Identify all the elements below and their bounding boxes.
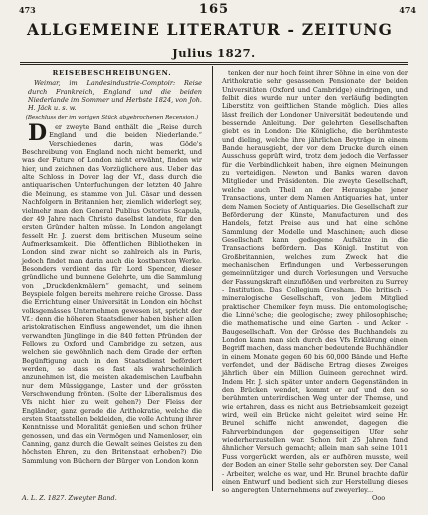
column-divider: [212, 66, 213, 491]
page-number-right: 474: [399, 5, 416, 15]
catchword: Ooo: [372, 494, 386, 502]
left-body-text: er zweyte Band enthält die „Reise durch England und die beiden Niederlande.“ Verschiedenes darin, was Göde's Beschreibung von England noch nicht bemerkt, und was der Future of London nicht erwähnt, finden wir hier, und zeichnen das Vorzüglichere aus. Ueber das alte Schloss in Dover lag der Vf., dass durch die antiquarischen Unterfuchungen der letzten 40 Jahre die Meinung, es stamme von Jul. Cäsar und dessen Nachfolgern in Britannien her, ziemlich widerlegt sey, vielmehr man den General Publius Ostorius Scapula, der 49 Jahre nach Christo daselbst landete, für den ersten Gründer halten müsse. In London angelangt fesselt Hr. J. zuerst dem britischen Museum seine Aufmerksamkeit. Die öffentlichen Bibliotheken in London sind zwar nicht so zahlreich als in Paris, jedoch findet man darin auch die kostbarsten Werke. Besonders verdient das für Lord Spencer, dieser gründliche und bunnene Gelehrte, um die Sammlung von „Druckdenkmälern“ gemacht, und seinem Beyspiele folgen bereits mehrere reiche Grosse. Dass die Errichtung einer Universität in London ein höchst volksgemässes Unternehmen gewesen ist, spricht der Vf.: denn die höheren Staatsdiener haben bisher allen aristokratischen Einfluss angewendet, um die ihnen verwandten Jünglinge in die 840 fetten Pfründen der Fellows zu Oxford und Cambridge zu setzen, aus welchen sie gewöhnlich nach dem Grade der erften Begünftigung auch in den Staatsdienst befördert werden, so dass es fast als wahrscheinlich anzunehmen ist, die meisten akademischen Laufbahn nur dem Müssiggange, Laster und der grössten Verschwendung frönten. (Solte der Liberalismus des Vfs nicht hier zu weit gehen?) Der Fleiss der Engländer, ganz gerade die Arithokratie, welche die ersten Staatsstellen bekleiden, die volle Achtung ihrer Kenntnisse und Moralität genießen und schon früher genossen, und das ein Vermögen und Namenloser, ein Canning, ganz durch die Gewalt seines Geistes zu den höchsten Ehren, zu den Britenstaat erhoben?) Die Sammlung von Büchern der Bürger von London konn: [22, 123, 202, 465]
journal-masthead: ALLGEMEINE LITERATUR - ZEITUNG: [26, 20, 394, 39]
section-title: REISEBESCHREIBUNGEN.: [52, 69, 172, 77]
left-body-paragraph: [22, 120, 202, 465]
signature-line: A. L. Z. 1827. Zweyter Band.: [22, 494, 117, 502]
right-column: [222, 69, 408, 495]
page-number-left: 473: [19, 5, 36, 15]
bibliographic-entry: Weimar, im Landesindustrie-Comptoir: Reise durch Frankreich, England und die beiden Niederlande im Sommer und Herbste 1824, von Joh. H. Jäck u. s. w.: [28, 79, 202, 113]
issue-date: Julius 1827.: [172, 46, 256, 60]
header-rule-bottom: [20, 64, 408, 65]
page-number-center: 165: [198, 2, 230, 17]
left-column: [22, 69, 202, 489]
right-body-paragraph: tenken der nur hoch feint ihrer Söhne in eine von der Arithokratie sehr gesassenen Pensionate der beiden Universitäten (Oxford und Cambridge) eindringen, und felbit dies wurde nur unter den verläufig bedingten Liberstitz von geiftlichen Stande möglich. Dies alles lässt freilich der Londoner Universität bedeutende und bessernde Anleitung. Der gelehrten Gesellschaften giebt es in London: Die Königliche, die berühmteste und dieling, welche ihre jährlichen Beyträge in einem Bande herausgiebt, der vor dem Drucke durch einen Ausschuss geprüft wird, trotz dem jedoch die Verfasser für die Verbindlichkeit haben, ihre eignen Meinungen zu verteidigen. Newton und Banks waren davon Mitglieder und Präsidenten. Die zweyte Gesellschaft, welche auch Theil an der Herausgabe jener Transactions, unter dem Namen Antiquaries hat, unter dem Namen Society of Antiquaries. Die Gesellschaft zur Beförderung der Künste, Manufacturen und des Handels, fetzt Preise aus und hat eine schöne Sammlung der Modelle und Maschinen; auch diese Gesellschaft kann gediegene Aufsätze in die Transactions befördern. Das Königl. Institut von Großbritannien, welches zum Zweck hat die mechanischen Erfindungen und Verbesserungen gemeinnütziger und durch Vorlesungen und Versuche der Fassungskraft einzuflößen und verbreiten zu Surrey - Institution. Das Collegium Gresham. Die britisch - mineralogische Gesellschaft, von jedem Mitglied praktischer Chemiker feyn muss. Die entomologische; die Linné'sche; die geologische; zwey philosophische; die mathematische und eine Garten - und Acker - Baugesellschaft. Von der Grösse des Buchhandels zu London kann man sich durch des Vfs Erklärung einen Begriff machen, dass mancher bedeutende Buchhändler in einem Monate gegen 60 bis 60,000 Bände und Hefte verfendet, und der Bädische Ertrag dieses Zweiges jährlich über ein Million Guineen gerechnet wird. Indem Hr. J. sich später unter andern Gegenständen in den Brücken wendet, kommt er auf und den so berühmten unterirdischen Weg unter der Themse, und wie ertahren, dass es nicht aus Betriebsamkeit gezeigt wird, weil ein Brücke nicht geleitet wird seine Hr. Brunel schiffe nicht anwendet, dagegen die Fahrverbindungen der gegenseitigen Ufer sehr wiederherzustellen war. Schon feit 25 Jahren fand ähnlicher Versuch gemacht; allein man sah seine 1011 Fuss vorgerückt werden, als er aufhören musste, weil der Boden an einer Stelle sehr geborsten sey. Der Canal - Arbeiter, welche es war, und Hr. Brunel brachte dafür einen Entwurf und bedient sich zur Herstellung dieses so angeregten Unternehmens auf zweyerley...: [222, 69, 408, 495]
header-rule-top: [20, 62, 408, 63]
drop-cap: D: [28, 120, 48, 147]
continuation-note: (Beschluss der im vorigen Stück abgebrochenen Recension.): [25, 114, 199, 121]
